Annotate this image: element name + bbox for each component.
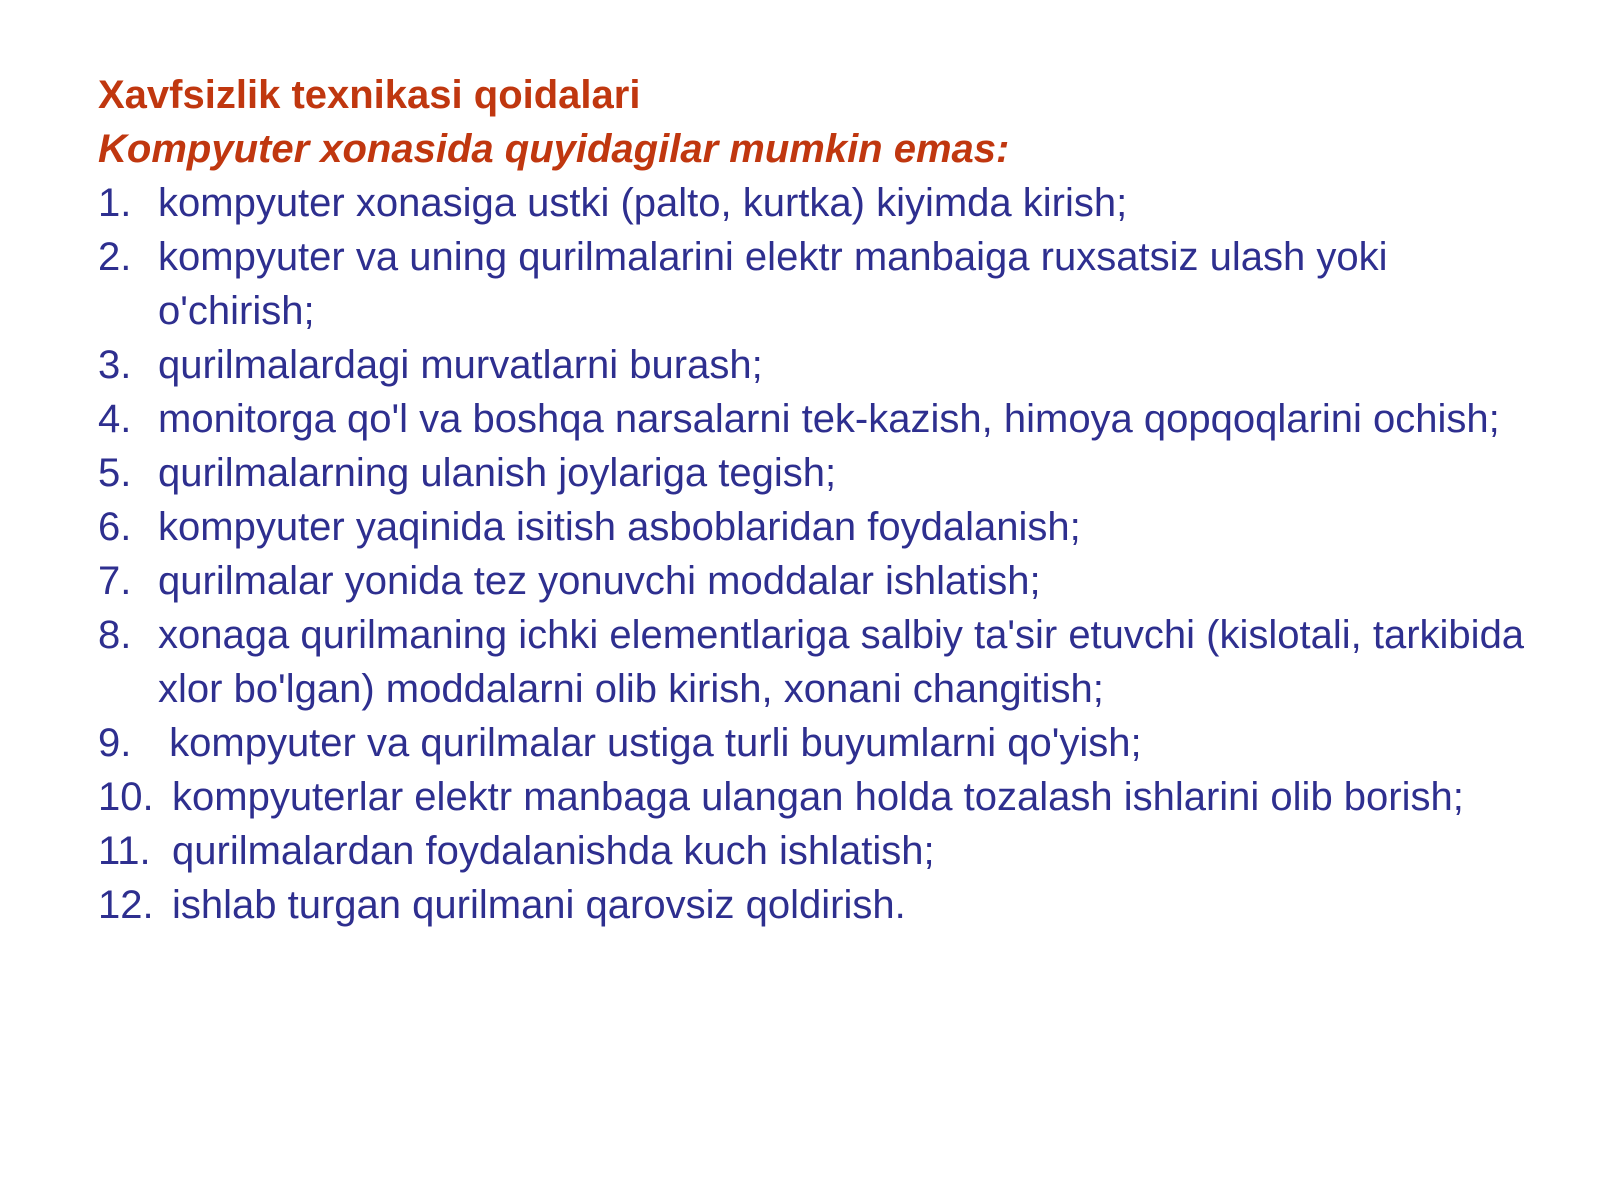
list-item-number: 10.: [98, 775, 154, 819]
list-item-number: 8.: [98, 613, 132, 657]
list-item-number: 1.: [98, 181, 132, 225]
list-item-number: 6.: [98, 505, 132, 549]
list-item: [98, 608, 1538, 716]
list-item: [98, 176, 1538, 230]
list-item-text: kompyuter va qurilmalar ustiga turli buyumlarni qo'yish;: [158, 721, 1142, 765]
list-item-number: 3.: [98, 343, 132, 387]
list-item: [98, 500, 1538, 554]
list-item-number: 11.: [98, 829, 151, 873]
list-item: [98, 446, 1538, 500]
slide-content: [98, 68, 1538, 932]
list-item-number: 7.: [98, 559, 132, 603]
list-item-number: 5.: [98, 451, 132, 495]
list-item-number: 4.: [98, 397, 132, 441]
list-item-number: 2.: [98, 235, 132, 279]
list-item-number: 12.: [98, 883, 154, 927]
list-item-text: qurilmalarning ulanish joylariga tegish;: [158, 451, 837, 495]
page-title: Xavfsizlik texnikasi qoidalari: [98, 73, 641, 117]
list-item-text: qurilmalardan foydalanishda kuch ishlatish;: [172, 829, 935, 873]
list-item: [98, 716, 1538, 770]
list-item: [98, 230, 1538, 338]
list-item: [98, 392, 1538, 446]
list-item-text: kompyuter xonasiga ustki (palto, kurtka) kiyimda kirish;: [158, 181, 1128, 225]
page-subtitle: Kompyuter xonasida quyidagilar mumkin emas:: [98, 127, 1010, 171]
list-item-text: qurilmalardagi murvatlarni burash;: [158, 343, 763, 387]
list-item: [98, 878, 1538, 932]
list-item-text: kompyuter va uning qurilmalarini elektr manbaiga ruxsatsiz ulash yoki o'chirish;: [158, 235, 1410, 333]
list-item: [98, 338, 1538, 392]
list-item-text: ishlab turgan qurilmani qarovsiz qoldirish.: [172, 883, 906, 927]
list-item: [98, 824, 1538, 878]
list-item-text: monitorga qo'l va boshqa narsalarni tek-kazish, himoya qopqoqlarini ochish;: [158, 397, 1500, 441]
list-item-number: 9.: [98, 721, 132, 765]
list-item: [98, 554, 1538, 608]
list-item-text: qurilmalar yonida tez yonuvchi moddalar ishlatish;: [158, 559, 1041, 603]
rules-list: [98, 176, 1538, 932]
list-item-text: xonaga qurilmaning ichki elementlariga salbiy ta'sir etuvchi (kislotali, tarkibida xlor bo'lgan) moddalarni olib kirish, xonani changitish;: [158, 613, 1536, 711]
list-item-text: kompyuterlar elektr manbaga ulangan holda tozalash ishlarini olib borish;: [172, 775, 1464, 819]
list-item: [98, 770, 1538, 824]
list-item-text: kompyuter yaqinida isitish asboblaridan foydalanish;: [158, 505, 1081, 549]
